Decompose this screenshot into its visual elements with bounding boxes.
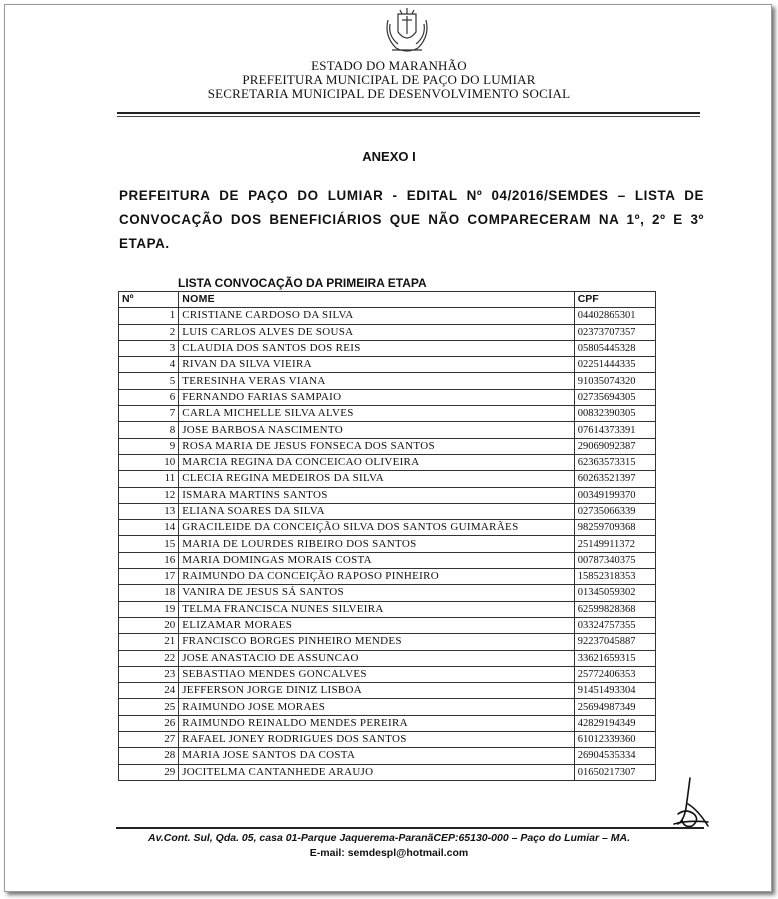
row-number: 18 [119,585,179,601]
table-row [119,406,656,422]
footer-rule [116,827,704,829]
row-cpf: 25149911372 [574,536,655,552]
table-row [119,715,656,731]
row-number: 1 [119,308,179,324]
header-rule-thin [117,116,700,117]
row-number: 10 [119,454,179,470]
row-name: RAIMUNDO REINALDO MENDES PEREIRA [179,715,574,731]
table-row [119,487,656,503]
table-row [119,520,656,536]
row-cpf: 29069092387 [574,438,655,454]
table-row [119,373,656,389]
row-name: JOSE ANASTACIO DE ASSUNCAO [179,650,574,666]
row-cpf: 91451493304 [574,683,655,699]
table-header-row [119,292,656,308]
column-header-cpf: CPF [574,292,655,308]
row-name: ELIANA SOARES DA SILVA [179,503,574,519]
row-number: 9 [119,438,179,454]
table-row [119,340,656,356]
row-number: 5 [119,373,179,389]
row-name: MARIA DOMINGAS MORAIS COSTA [179,552,574,568]
row-cpf: 91035074320 [574,373,655,389]
row-name: TERESINHA VERAS VIANA [179,373,574,389]
table-row [119,748,656,764]
column-header-number: Nº [119,292,179,308]
row-name: MARCIA REGINA DA CONCEICAO OLIVEIRA [179,454,574,470]
row-cpf: 62599828368 [574,601,655,617]
table-row [119,683,656,699]
row-cpf: 07614373391 [574,422,655,438]
table-row [119,732,656,748]
intro-paragraph: PREFEITURA DE PAÇO DO LUMIAR - EDITAL Nº 04/2016/SEMDES – LISTA DE CONVOCAÇÃO DOS BENEFICIÁRIOS QUE NÃO COMPARECERAM NA 1º, 2º E 3º ETAPA. [119,188,704,251]
row-cpf: 02735694305 [574,389,655,405]
row-cpf: 05805445328 [574,340,655,356]
table-row [119,389,656,405]
table-row [119,422,656,438]
table-row [119,454,656,470]
row-cpf: 15852318353 [574,569,655,585]
row-name: SEBASTIAO MENDES GONCALVES [179,666,574,682]
table-row [119,650,656,666]
header-state: ESTADO DO MARANHÃO [311,58,467,73]
row-cpf: 02735066339 [574,503,655,519]
row-name: ISMARA MARTINS SANTOS [179,487,574,503]
row-name: LUIS CARLOS ALVES DE SOUSA [179,324,574,340]
row-number: 16 [119,552,179,568]
coat-of-arms-icon [378,6,436,56]
table-row [119,764,656,780]
row-cpf: 92237045887 [574,634,655,650]
row-cpf: 00787340375 [574,552,655,568]
row-cpf: 60263521397 [574,471,655,487]
footer-address: Av.Cont. Sul, Qda. 05, casa 01-Parque Jaquerema-ParanãCEP:65130-000 – Paço do Lumiar – MA. [147,832,631,844]
row-name: RAIMUNDO JOSE MORAES [179,699,574,715]
row-number: 24 [119,683,179,699]
row-number: 7 [119,406,179,422]
table-row [119,601,656,617]
row-number: 8 [119,422,179,438]
table-row [119,536,656,552]
row-number: 27 [119,732,179,748]
row-cpf: 01650217307 [574,764,655,780]
row-number: 3 [119,340,179,356]
row-cpf: 01345059302 [574,585,655,601]
row-name: TELMA FRANCISCA NUNES SILVEIRA [179,601,574,617]
row-number: 21 [119,634,179,650]
row-cpf: 00349199370 [574,487,655,503]
row-number: 11 [119,471,179,487]
footer-email: E-mail: semdespl@hotmail.com [309,847,469,859]
table-row [119,471,656,487]
row-number: 28 [119,748,179,764]
table-row [119,666,656,682]
table-row [119,699,656,715]
row-name: MARIA DE LOURDES RIBEIRO DOS SANTOS [179,536,574,552]
row-cpf: 03324757355 [574,617,655,633]
row-name: CLAUDIA DOS SANTOS DOS REIS [179,340,574,356]
row-number: 17 [119,569,179,585]
row-number: 23 [119,666,179,682]
table-row [119,634,656,650]
row-number: 15 [119,536,179,552]
handwritten-signature [668,774,714,832]
row-cpf: 33621659315 [574,650,655,666]
table-row [119,617,656,633]
row-name: ROSA MARIA DE JESUS FONSECA DOS SANTOS [179,438,574,454]
header-municipality: PREFEITURA MUNICIPAL DE PAÇO DO LUMIAR [242,72,536,87]
table-row [119,308,656,324]
row-name: ELIZAMAR MORAES [179,617,574,633]
row-name: CARLA MICHELLE SILVA ALVES [179,406,574,422]
table-row [119,585,656,601]
row-number: 6 [119,389,179,405]
table-row [119,552,656,568]
row-number: 14 [119,520,179,536]
row-name: RAFAEL JONEY RODRIGUES DOS SANTOS [179,732,574,748]
row-cpf: 98259709368 [574,520,655,536]
row-cpf: 04402865301 [574,308,655,324]
row-name: MARIA JOSE SANTOS DA COSTA [179,748,574,764]
page-title: ANEXO I [362,149,416,164]
row-name: RIVAN DA SILVA VIEIRA [179,357,574,373]
row-cpf: 02373707357 [574,324,655,340]
table-row [119,438,656,454]
row-cpf: 26904535334 [574,748,655,764]
row-name: GRACILEIDE DA CONCEIÇÃO SILVA DOS SANTOS GUIMARÃES [179,520,574,536]
row-number: 19 [119,601,179,617]
row-cpf: 61012339360 [574,732,655,748]
row-cpf: 42829194349 [574,715,655,731]
row-name: JEFFERSON JORGE DINIZ LISBOA [179,683,574,699]
row-number: 13 [119,503,179,519]
row-number: 22 [119,650,179,666]
beneficiaries-table [118,291,656,781]
row-cpf: 00832390305 [574,406,655,422]
row-name: RAIMUNDO DA CONCEIÇÃO RAPOSO PINHEIRO [179,569,574,585]
table-row [119,503,656,519]
row-number: 25 [119,699,179,715]
header-rule [117,112,700,114]
row-cpf: 02251444335 [574,357,655,373]
table-row [119,569,656,585]
row-cpf: 62363573315 [574,454,655,470]
row-number: 12 [119,487,179,503]
row-name: CRISTIANE CARDOSO DA SILVA [179,308,574,324]
row-name: JOCITELMA CANTANHEDE ARAUJO [179,764,574,780]
row-name: FERNANDO FARIAS SAMPAIO [179,389,574,405]
row-name: JOSE BARBOSA NASCIMENTO [179,422,574,438]
table-row [119,357,656,373]
row-number: 26 [119,715,179,731]
list-title: LISTA CONVOCAÇÃO DA PRIMEIRA ETAPA [178,276,427,290]
row-number: 4 [119,357,179,373]
row-name: VANIRA DE JESUS SÁ SANTOS [179,585,574,601]
row-cpf: 25694987349 [574,699,655,715]
column-header-name: NOME [179,292,574,308]
row-number: 29 [119,764,179,780]
row-name: FRANCISCO BORGES PINHEIRO MENDES [179,634,574,650]
row-number: 2 [119,324,179,340]
row-cpf: 25772406353 [574,666,655,682]
table-row [119,324,656,340]
row-number: 20 [119,617,179,633]
header-secretariat: SECRETARIA MUNICIPAL DE DESENVOLVIMENTO SOCIAL [207,86,571,101]
row-name: CLECIA REGINA MEDEIROS DA SILVA [179,471,574,487]
